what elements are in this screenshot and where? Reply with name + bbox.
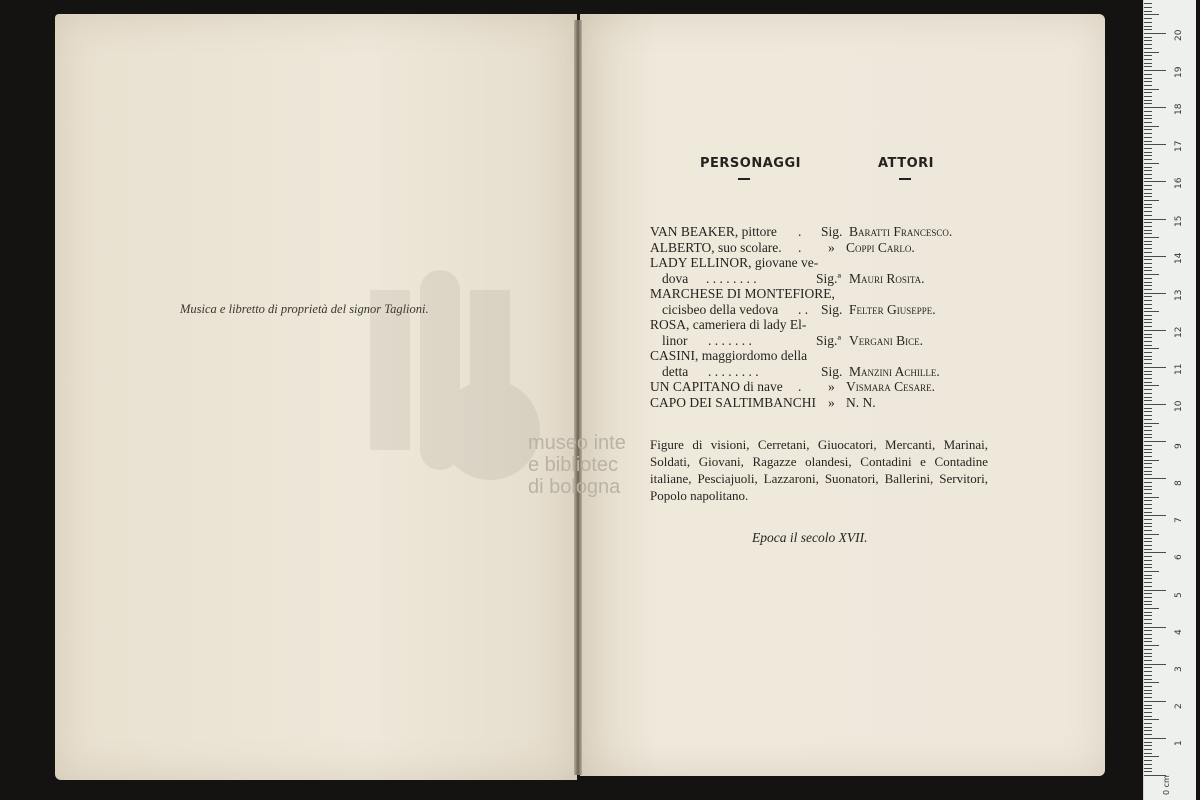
cast-title: Sig. xyxy=(821,224,843,239)
ruler-number: 1 xyxy=(1174,740,1184,746)
watermark-line: di bologna xyxy=(528,476,621,498)
ruler-tick xyxy=(1144,578,1152,579)
ruler-tick xyxy=(1144,107,1166,108)
ruler-tick xyxy=(1144,493,1152,494)
watermark-line: e bibliotec xyxy=(528,454,619,476)
ruler-tick xyxy=(1144,144,1166,145)
ruler-tick xyxy=(1144,296,1152,297)
cast-actor: Felter Giuseppe. xyxy=(849,301,936,317)
ruler-tick xyxy=(1144,597,1152,598)
cast-row xyxy=(650,271,1000,287)
ruler-tick xyxy=(1144,649,1152,650)
ruler-number: 9 xyxy=(1174,443,1184,450)
ruler-tick xyxy=(1144,723,1152,724)
ruler-number: 19 xyxy=(1174,66,1184,79)
ruler-tick xyxy=(1144,397,1152,398)
ruler-tick xyxy=(1144,26,1152,27)
ruler-tick xyxy=(1144,749,1152,750)
measuring-ruler xyxy=(1143,0,1196,800)
cast-role: UN CAPITANO di nave xyxy=(650,379,783,394)
cast-title: » xyxy=(828,394,835,410)
ruler-tick xyxy=(1144,630,1152,631)
cast-row xyxy=(650,286,1000,302)
ruler-tick xyxy=(1144,248,1152,249)
ruler-tick xyxy=(1144,282,1152,283)
cast-row xyxy=(650,240,1000,256)
ruler-tick xyxy=(1144,341,1152,342)
cast-role: VAN BEAKER, pittore xyxy=(650,224,777,239)
ruler-tick xyxy=(1144,263,1152,264)
ruler-tick xyxy=(1144,575,1152,576)
ruler-tick xyxy=(1144,66,1152,67)
epoch-line: Epoca il secolo XVII. xyxy=(752,530,868,545)
ruler-number: 16 xyxy=(1174,177,1184,190)
dot-leader: . xyxy=(798,224,802,239)
ruler-tick xyxy=(1144,608,1159,609)
ruler-tick xyxy=(1144,185,1152,186)
ruler-tick xyxy=(1144,219,1166,220)
ruler-tick xyxy=(1144,471,1152,472)
cast-title: » xyxy=(828,239,835,255)
ruler-tick xyxy=(1144,742,1152,743)
cast-list xyxy=(650,224,1000,410)
logo-circle xyxy=(440,380,540,480)
ruler-tick xyxy=(1144,40,1152,41)
ruler-tick xyxy=(1144,664,1166,665)
ruler-tick xyxy=(1144,385,1159,386)
watermark-line: museo inte xyxy=(528,432,626,454)
ruler-tick xyxy=(1144,478,1166,479)
ruler-tick xyxy=(1144,14,1159,15)
ruler-tick xyxy=(1144,289,1152,290)
ruler-tick xyxy=(1144,489,1152,490)
ruler-tick xyxy=(1144,641,1152,642)
cast-actor: Mauri Rosita. xyxy=(849,270,925,286)
ruler-tick xyxy=(1144,686,1152,687)
ruler-tick xyxy=(1144,627,1166,628)
ruler-tick xyxy=(1144,200,1159,201)
ruler-tick xyxy=(1144,278,1152,279)
ruler-tick xyxy=(1144,196,1152,197)
ruler-tick xyxy=(1144,604,1152,605)
ruler-tick xyxy=(1144,63,1152,64)
cast-actor: Manzini Achille. xyxy=(849,363,940,379)
ruler-tick xyxy=(1144,259,1152,260)
ruler-tick xyxy=(1144,274,1159,275)
ruler-tick xyxy=(1144,500,1152,501)
ruler-tick xyxy=(1144,623,1152,624)
cast-row xyxy=(650,379,1000,395)
ruler-tick xyxy=(1144,18,1152,19)
ruler-tick xyxy=(1144,456,1152,457)
cast-role: detta xyxy=(662,363,689,379)
ruler-number: 13 xyxy=(1174,289,1184,301)
ruler-tick xyxy=(1144,230,1152,231)
ruler-tick xyxy=(1144,467,1152,468)
ruler-tick xyxy=(1144,348,1159,349)
ruler-tick xyxy=(1144,523,1152,524)
ruler-tick xyxy=(1144,118,1152,119)
ruler-tick xyxy=(1144,530,1152,531)
heading-actors: ATTORI xyxy=(878,156,934,171)
ruler-tick xyxy=(1144,215,1152,216)
ruler-tick xyxy=(1144,300,1152,301)
ruler-number: 20 xyxy=(1174,29,1184,41)
ruler-tick xyxy=(1144,233,1152,234)
ruler-tick xyxy=(1144,111,1152,112)
cast-row xyxy=(650,224,1000,240)
ruler-number: 3 xyxy=(1174,665,1184,672)
ruler-number: 10 xyxy=(1174,400,1184,412)
ruler-tick xyxy=(1144,137,1152,138)
ruler-tick xyxy=(1144,37,1152,38)
ruler-tick xyxy=(1144,738,1166,739)
ruler-tick xyxy=(1144,170,1152,171)
cast-title: Sig. xyxy=(821,363,843,379)
ruler-tick xyxy=(1144,70,1166,71)
ruler-tick xyxy=(1144,270,1152,271)
ruler-tick xyxy=(1144,697,1152,698)
ruler-tick xyxy=(1144,564,1152,565)
ruler-number: 7 xyxy=(1174,517,1184,524)
ruler-tick xyxy=(1144,285,1152,286)
ruler-tick xyxy=(1144,545,1152,546)
watermark-text xyxy=(528,432,626,498)
ruler-tick xyxy=(1144,534,1159,535)
ruler-tick xyxy=(1144,615,1152,616)
cast-actor: Coppi Carlo. xyxy=(846,239,915,255)
ruler-tick xyxy=(1144,679,1152,680)
cast-row xyxy=(650,317,1000,333)
ruler-tick xyxy=(1144,497,1159,498)
ruler-tick xyxy=(1144,11,1152,12)
extras-text: Figure di visioni, Cerretani, Giuocatori, Mercanti, Marinai, Soldati, Giovani, Ragazze olandesi, Contadini e Contadine italiane, Pesciajuoli, Lazzaroni, Suonatori, Ballerini, Servitori, Popolo napolitano. xyxy=(650,437,988,503)
ruler-tick xyxy=(1144,504,1152,505)
ruler-tick xyxy=(1144,174,1152,175)
ruler-tick xyxy=(1144,52,1159,53)
ruler-tick xyxy=(1144,452,1152,453)
ruler-tick xyxy=(1144,237,1159,238)
ruler-tick xyxy=(1144,148,1152,149)
ruler-tick xyxy=(1144,667,1152,668)
ruler-tick xyxy=(1144,552,1166,553)
ruler-tick xyxy=(1144,178,1152,179)
ruler-tick xyxy=(1144,3,1152,4)
ruler-tick xyxy=(1144,512,1152,513)
ruler-tick xyxy=(1144,482,1152,483)
ruler-tick xyxy=(1144,638,1152,639)
ruler-tick xyxy=(1144,204,1152,205)
ruler-tick xyxy=(1144,92,1152,93)
ruler-tick xyxy=(1144,81,1152,82)
ruler-tick xyxy=(1144,671,1152,672)
dot-leader: . . . . . . . . xyxy=(706,270,757,286)
ruler-tick xyxy=(1144,656,1152,657)
ruler-tick xyxy=(1144,719,1159,720)
ruler-tick xyxy=(1144,378,1152,379)
ruler-tick xyxy=(1144,129,1152,130)
ruler-tick xyxy=(1144,103,1152,104)
ruler-tick xyxy=(1144,430,1152,431)
ruler-number: 11 xyxy=(1174,363,1184,375)
ruler-tick xyxy=(1144,363,1152,364)
ruler-tick xyxy=(1144,586,1152,587)
ruler-tick xyxy=(1144,322,1152,323)
ruler-tick xyxy=(1144,356,1152,357)
ruler-tick xyxy=(1144,226,1152,227)
ruler-tick xyxy=(1144,560,1152,561)
ruler-tick xyxy=(1144,311,1159,312)
ruler-tick xyxy=(1144,7,1152,8)
ruler-tick xyxy=(1144,708,1152,709)
ruler-tick xyxy=(1144,44,1152,45)
cast-row xyxy=(650,333,1000,349)
ruler-tick xyxy=(1144,645,1159,646)
ruler-tick xyxy=(1144,319,1152,320)
ruler-tick xyxy=(1144,126,1159,127)
property-note: Musica e libretto di proprietà del signor Taglioni. xyxy=(180,302,429,316)
ruler-tick xyxy=(1144,734,1152,735)
cast-role: CASINI, maggiordomo della xyxy=(650,348,808,363)
ruler-tick xyxy=(1144,474,1152,475)
cast-row xyxy=(650,395,1000,411)
cast-row xyxy=(650,348,1000,364)
ruler-unit-label: 0 cm xyxy=(1162,775,1171,795)
cast-role: ROSA, cameriera di lady El- xyxy=(650,317,807,332)
cast-role: ALBERTO, suo scolare. xyxy=(650,239,782,255)
ruler-tick xyxy=(1144,393,1152,394)
ruler-tick xyxy=(1144,167,1152,168)
cast-actor: N. N. xyxy=(846,394,876,410)
dot-leader: . . xyxy=(798,301,809,317)
ruler-tick xyxy=(1144,181,1166,182)
ruler-tick xyxy=(1144,768,1152,769)
ruler-tick xyxy=(1144,382,1152,383)
ruler-tick xyxy=(1144,374,1152,375)
ruler-number: 18 xyxy=(1174,103,1184,116)
ruler-tick xyxy=(1144,449,1152,450)
ruler-tick xyxy=(1144,334,1152,335)
dot-leader: . xyxy=(798,239,802,255)
ruler-tick xyxy=(1144,59,1152,60)
ruler-tick xyxy=(1144,426,1152,427)
ruler-tick xyxy=(1144,141,1152,142)
ruler-tick xyxy=(1144,133,1152,134)
dot-leader: . . . . . . . xyxy=(708,332,752,348)
cast-title: Sig. xyxy=(821,301,843,317)
ruler-tick xyxy=(1144,256,1166,257)
ruler-tick xyxy=(1144,612,1152,613)
ruler-tick xyxy=(1144,541,1152,542)
cast-title: » xyxy=(828,379,835,394)
ruler-tick xyxy=(1144,634,1152,635)
ruler-tick xyxy=(1144,463,1152,464)
ruler-tick xyxy=(1144,22,1152,23)
ruler-tick xyxy=(1144,486,1152,487)
ruler-tick xyxy=(1144,404,1166,405)
ruler-tick xyxy=(1144,152,1152,153)
ruler-tick xyxy=(1144,352,1152,353)
cast-role: MARCHESE DI MONTEFIORE, xyxy=(650,286,835,301)
ruler-tick xyxy=(1144,159,1152,160)
ruler-tick xyxy=(1144,549,1152,550)
ruler-tick xyxy=(1144,760,1152,761)
ruler-tick xyxy=(1144,293,1166,294)
ruler-tick xyxy=(1144,115,1152,116)
ruler-tick xyxy=(1144,682,1159,683)
cast-role: cicisbeo della vedova xyxy=(662,301,779,317)
ruler-tick xyxy=(1144,434,1152,435)
ruler-tick xyxy=(1144,712,1152,713)
ruler-tick xyxy=(1144,660,1152,661)
cast-row xyxy=(650,255,1000,271)
ruler-tick xyxy=(1144,96,1152,97)
cast-actor: Vismara Cesare. xyxy=(846,379,936,394)
cast-actor: Baratti Francesco. xyxy=(849,224,953,239)
heading-characters: PERSONAGGI xyxy=(700,156,801,171)
cast-role: LADY ELLINOR, giovane ve- xyxy=(650,255,819,270)
ruler-tick xyxy=(1144,389,1152,390)
ruler-tick xyxy=(1144,244,1152,245)
cast-row xyxy=(650,364,1000,380)
ruler-tick xyxy=(1144,619,1152,620)
ruler-tick xyxy=(1144,423,1159,424)
cast-role: linor xyxy=(662,332,688,348)
ruler-tick xyxy=(1144,415,1152,416)
ruler-number: 17 xyxy=(1174,140,1184,153)
ruler-tick xyxy=(1144,756,1159,757)
ruler-tick xyxy=(1144,411,1152,412)
ruler-tick xyxy=(1144,155,1152,156)
ruler-tick xyxy=(1144,764,1152,765)
ruler-tick xyxy=(1144,508,1152,509)
ruler-tick xyxy=(1144,252,1152,253)
ruler-tick xyxy=(1144,675,1152,676)
ruler-tick xyxy=(1144,304,1152,305)
cast-row xyxy=(650,302,1000,318)
ruler-tick xyxy=(1144,515,1166,516)
ruler-number: 8 xyxy=(1174,480,1184,487)
ruler-number: 4 xyxy=(1174,628,1184,635)
ruler-tick xyxy=(1144,526,1152,527)
ruler-tick xyxy=(1144,48,1152,49)
ruler-tick xyxy=(1144,705,1152,706)
ruler-tick xyxy=(1144,538,1152,539)
ruler-number: 12 xyxy=(1174,326,1184,338)
ruler-tick xyxy=(1144,400,1152,401)
dot-leader: . xyxy=(798,379,802,394)
ruler-tick xyxy=(1144,771,1152,772)
ruler-tick xyxy=(1144,267,1152,268)
ruler-tick xyxy=(1144,193,1152,194)
ruler-tick xyxy=(1144,441,1166,442)
ruler-tick xyxy=(1144,100,1152,101)
cast-role: dova xyxy=(662,270,689,286)
ruler-tick xyxy=(1144,556,1152,557)
ruler-tick xyxy=(1144,653,1152,654)
ruler-tick xyxy=(1144,85,1152,86)
ruler-tick xyxy=(1144,189,1152,190)
cast-role: CAPO DEI SALTIMBANCHI xyxy=(650,394,817,410)
ruler-tick xyxy=(1144,593,1152,594)
ruler-tick xyxy=(1144,241,1152,242)
ruler-number: 15 xyxy=(1174,215,1184,227)
ruler-tick xyxy=(1144,315,1152,316)
ruler-number: 5 xyxy=(1174,591,1184,598)
ruler-tick xyxy=(1144,371,1152,372)
dot-leader: . . . . . . . . xyxy=(708,363,759,379)
ruler-tick xyxy=(1144,519,1152,520)
ruler-tick xyxy=(1144,753,1152,754)
ruler-tick xyxy=(1144,745,1152,746)
ruler-tick xyxy=(1144,163,1159,164)
ruler-tick xyxy=(1144,730,1152,731)
ruler-tick xyxy=(1144,582,1152,583)
ruler-tick xyxy=(1144,716,1152,717)
ruler-tick xyxy=(1144,590,1166,591)
ruler-tick xyxy=(1144,78,1152,79)
ruler-tick xyxy=(1144,345,1152,346)
ruler-tick xyxy=(1144,437,1152,438)
ruler-tick xyxy=(1144,693,1152,694)
ruler-tick xyxy=(1144,211,1152,212)
ruler-tick xyxy=(1144,330,1166,331)
ruler-tick xyxy=(1144,567,1152,568)
logo-bar-left xyxy=(370,290,410,450)
ruler-tick xyxy=(1144,308,1152,309)
ruler-tick xyxy=(1144,571,1159,572)
ruler-tick xyxy=(1144,359,1152,360)
ruler-tick xyxy=(1144,601,1152,602)
ruler-number: 2 xyxy=(1174,703,1184,709)
ruler-tick xyxy=(1144,701,1166,702)
ruler-tick xyxy=(1144,122,1152,123)
heading-dash xyxy=(738,178,750,180)
heading-dash xyxy=(899,178,911,180)
ruler-tick xyxy=(1144,89,1159,90)
ruler-tick xyxy=(1144,445,1152,446)
ruler-tick xyxy=(1144,367,1166,368)
cast-title: Sig.ª xyxy=(816,270,842,286)
ruler-number: 6 xyxy=(1174,554,1184,561)
cast-title: Sig.ª xyxy=(816,332,842,348)
ruler-number: 14 xyxy=(1174,252,1184,264)
ruler-tick xyxy=(1144,727,1152,728)
ruler-tick xyxy=(1144,33,1166,34)
ruler-tick xyxy=(1144,74,1152,75)
ruler-tick xyxy=(1144,207,1152,208)
extras-paragraph xyxy=(650,436,988,504)
ruler-tick xyxy=(1144,690,1152,691)
ruler-tick xyxy=(1144,460,1159,461)
ruler-tick xyxy=(1144,419,1152,420)
ruler-tick xyxy=(1144,55,1152,56)
ruler-tick xyxy=(1144,408,1152,409)
ruler-tick xyxy=(1144,337,1152,338)
ruler-tick xyxy=(1144,222,1152,223)
cast-actor: Vergani Bice. xyxy=(849,332,923,348)
ruler-tick xyxy=(1144,326,1152,327)
ruler-tick xyxy=(1144,29,1152,30)
